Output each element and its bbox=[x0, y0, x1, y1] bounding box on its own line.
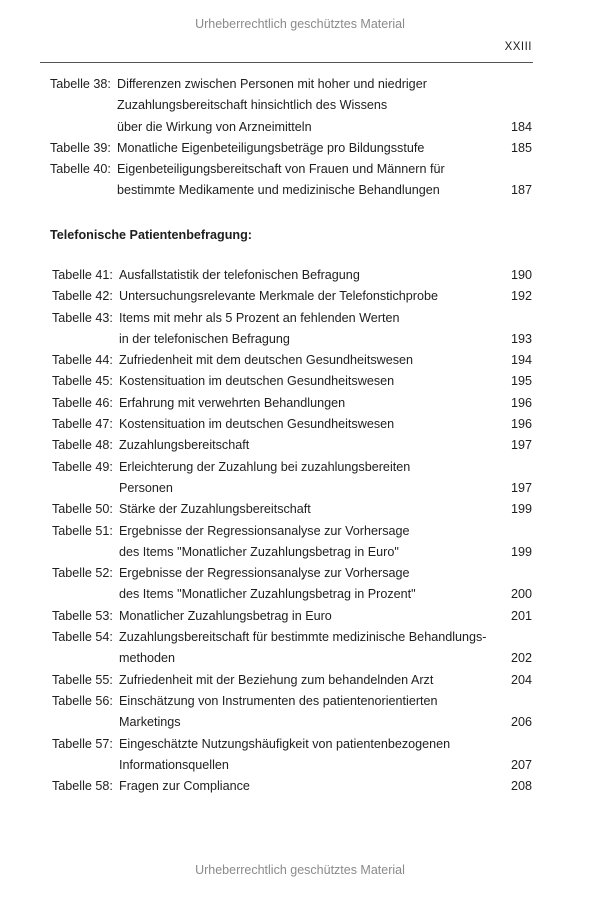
toc-entry bbox=[52, 308, 532, 351]
toc-label: Tabelle 51: bbox=[52, 523, 113, 538]
toc-line bbox=[52, 627, 532, 648]
toc-label: Tabelle 53: bbox=[52, 608, 113, 623]
toc-entry bbox=[52, 563, 532, 606]
toc-title: Einschätzung von Instrumenten des patientenorientierten bbox=[119, 693, 438, 708]
toc-entry bbox=[52, 691, 532, 734]
toc-page-number: 193 bbox=[510, 331, 532, 346]
toc-page-number: 201 bbox=[510, 608, 532, 623]
toc-entry bbox=[52, 670, 532, 691]
toc-line bbox=[52, 542, 532, 563]
watermark-top: Urheberrechtlich geschütztes Material bbox=[195, 17, 405, 31]
toc-page-number: 196 bbox=[510, 417, 532, 432]
toc-label: Tabelle 43: bbox=[52, 310, 113, 325]
toc-title: bestimmte Medikamente und medizinische Behandlungen bbox=[117, 183, 440, 198]
toc-page-number: 204 bbox=[510, 672, 532, 687]
toc-line bbox=[52, 606, 532, 627]
toc-title: Eingeschätzte Nutzungshäufigkeit von patientenbezogenen bbox=[119, 736, 451, 751]
toc-label: Tabelle 38: bbox=[50, 77, 111, 91]
toc-title: Zuzahlungsbereitschaft hinsichtlich des Wissens bbox=[117, 98, 388, 113]
toc-page-number: 199 bbox=[510, 502, 532, 517]
toc-entry bbox=[52, 350, 532, 371]
toc-entry bbox=[52, 435, 532, 456]
toc-title: Erleichterung der Zuzahlung bei zuzahlungsbereiten bbox=[119, 459, 411, 474]
toc-label: Tabelle 46: bbox=[52, 395, 113, 410]
toc-line bbox=[52, 648, 532, 669]
toc-entry bbox=[52, 414, 532, 435]
toc-page-number: 185 bbox=[510, 140, 532, 155]
toc-entry bbox=[52, 393, 532, 414]
toc-line bbox=[52, 584, 532, 605]
page-number: XXIII bbox=[504, 41, 532, 53]
toc-entry bbox=[52, 734, 532, 777]
toc-label: Tabelle 44: bbox=[52, 353, 113, 368]
toc-line bbox=[52, 499, 532, 520]
toc-line bbox=[52, 457, 532, 478]
toc-line bbox=[52, 286, 532, 307]
toc-title: Zuzahlungsbereitschaft bbox=[119, 438, 250, 453]
toc-page-number: 195 bbox=[510, 374, 532, 389]
toc-title: methoden bbox=[119, 651, 176, 666]
toc-label: Tabelle 50: bbox=[52, 502, 113, 517]
toc-label: Tabelle 56: bbox=[52, 693, 113, 708]
toc-line bbox=[50, 95, 532, 116]
watermark-bottom: Urheberrechtlich geschütztes Material bbox=[195, 863, 405, 877]
toc-title: des Items "Monatlicher Zuzahlungsbetrag in Euro" bbox=[119, 544, 399, 559]
toc-title: Zufriedenheit mit der Beziehung zum behandelnden Arzt bbox=[119, 672, 434, 687]
toc-title: Monatlicher Zuzahlungsbetrag in Euro bbox=[119, 608, 332, 623]
toc-line bbox=[50, 180, 532, 201]
toc-line bbox=[52, 308, 532, 329]
toc-entry bbox=[52, 776, 532, 797]
toc-title: Monatliche Eigenbeteiligungsbeträge pro Bildungsstufe bbox=[117, 140, 425, 155]
toc-title: Erfahrung mit verwehrten Behandlungen bbox=[119, 395, 346, 410]
toc-entry bbox=[52, 521, 532, 564]
toc-line bbox=[52, 265, 532, 286]
toc-line bbox=[50, 74, 532, 95]
toc-page-number: 202 bbox=[510, 651, 532, 666]
toc-title: Kostensituation im deutschen Gesundheitswesen bbox=[119, 417, 395, 432]
toc-entry bbox=[50, 159, 532, 202]
toc-entry bbox=[52, 371, 532, 392]
toc-title: Stärke der Zuzahlungsbereitschaft bbox=[119, 502, 311, 517]
toc-title: Items mit mehr als 5 Prozent an fehlenden Werten bbox=[119, 310, 400, 325]
toc-line bbox=[52, 329, 532, 350]
toc-title: Ausfallstatistik der telefonischen Befragung bbox=[119, 268, 360, 282]
toc-title: Marketings bbox=[119, 715, 181, 730]
toc-page-number: 190 bbox=[510, 268, 532, 282]
toc-title: des Items "Monatlicher Zuzahlungsbetrag in Prozent" bbox=[119, 587, 416, 602]
toc-title: Fragen zur Compliance bbox=[119, 779, 250, 794]
toc-line bbox=[50, 138, 532, 159]
toc-line bbox=[52, 393, 532, 414]
toc-label: Tabelle 54: bbox=[52, 630, 113, 645]
toc-entry bbox=[52, 627, 532, 670]
toc-title: in der telefonischen Befragung bbox=[119, 331, 290, 346]
toc-line bbox=[52, 691, 532, 712]
toc-title: Ergebnisse der Regressionsanalyse zur Vorhersage bbox=[119, 523, 410, 538]
toc-page-number: 194 bbox=[510, 353, 532, 368]
toc-entry bbox=[50, 74, 532, 138]
toc-label: Tabelle 55: bbox=[52, 672, 113, 687]
toc-title: Informationsquellen bbox=[119, 757, 229, 772]
toc-page-number: 208 bbox=[510, 779, 532, 794]
toc-label: Tabelle 42: bbox=[52, 289, 113, 304]
toc-line bbox=[52, 670, 532, 691]
toc-title: Eigenbeteiligungsbereitschaft von Frauen und Männern für bbox=[117, 162, 445, 177]
header-rule bbox=[40, 62, 533, 63]
toc-line bbox=[52, 414, 532, 435]
toc-label: Tabelle 58: bbox=[52, 779, 113, 794]
section-heading: Telefonische Patientenbefragung: bbox=[50, 228, 252, 242]
toc-title: Untersuchungsrelevante Merkmale der Telefonstichprobe bbox=[119, 289, 438, 304]
toc-line bbox=[52, 371, 532, 392]
toc-line bbox=[52, 755, 532, 776]
toc-page-number: 207 bbox=[510, 757, 532, 772]
toc-line bbox=[52, 563, 532, 584]
toc-line bbox=[50, 117, 532, 138]
toc-page-number: 200 bbox=[510, 587, 532, 602]
toc-title: Personen bbox=[119, 480, 173, 495]
toc-page-number: 184 bbox=[510, 119, 532, 134]
toc-page-number: 206 bbox=[510, 715, 532, 730]
toc-title: über die Wirkung von Arzneimitteln bbox=[117, 119, 312, 134]
toc-section-1 bbox=[50, 74, 532, 202]
toc-page-number: 199 bbox=[510, 544, 532, 559]
toc-line bbox=[50, 159, 532, 180]
toc-section-2 bbox=[52, 265, 532, 797]
toc-line bbox=[52, 776, 532, 797]
toc-label: Tabelle 45: bbox=[52, 374, 113, 389]
toc-line bbox=[52, 435, 532, 456]
toc-title: Kostensituation im deutschen Gesundheitswesen bbox=[119, 374, 395, 389]
toc-entry bbox=[52, 457, 532, 500]
toc-page-number: 197 bbox=[510, 480, 532, 495]
toc-page-number: 187 bbox=[510, 183, 532, 198]
toc-entry bbox=[52, 265, 532, 286]
toc-label: Tabelle 52: bbox=[52, 566, 113, 581]
toc-line bbox=[52, 478, 532, 499]
toc-label: Tabelle 47: bbox=[52, 417, 113, 432]
toc-entry bbox=[50, 138, 532, 159]
toc-label: Tabelle 41: bbox=[52, 268, 113, 282]
toc-title: Ergebnisse der Regressionsanalyse zur Vorhersage bbox=[119, 566, 410, 581]
toc-title: Differenzen zwischen Personen mit hoher und niedriger bbox=[117, 77, 427, 91]
toc-line bbox=[52, 712, 532, 733]
toc-line bbox=[52, 350, 532, 371]
toc-label: Tabelle 40: bbox=[50, 162, 111, 177]
toc-label: Tabelle 49: bbox=[52, 459, 113, 474]
toc-title: Zufriedenheit mit dem deutschen Gesundheitswesen bbox=[119, 353, 414, 368]
toc-page-number: 196 bbox=[510, 395, 532, 410]
toc-line bbox=[52, 734, 532, 755]
toc-entry bbox=[52, 606, 532, 627]
toc-label: Tabelle 39: bbox=[50, 140, 111, 155]
toc-entry bbox=[52, 499, 532, 520]
toc-line bbox=[52, 521, 532, 542]
toc-label: Tabelle 57: bbox=[52, 736, 113, 751]
toc-title: Zuzahlungsbereitschaft für bestimmte medizinische Behandlungs- bbox=[119, 630, 487, 645]
toc-label: Tabelle 48: bbox=[52, 438, 113, 453]
toc-page-number: 197 bbox=[510, 438, 532, 453]
toc-page-number: 192 bbox=[510, 289, 532, 304]
toc-entry bbox=[52, 286, 532, 307]
